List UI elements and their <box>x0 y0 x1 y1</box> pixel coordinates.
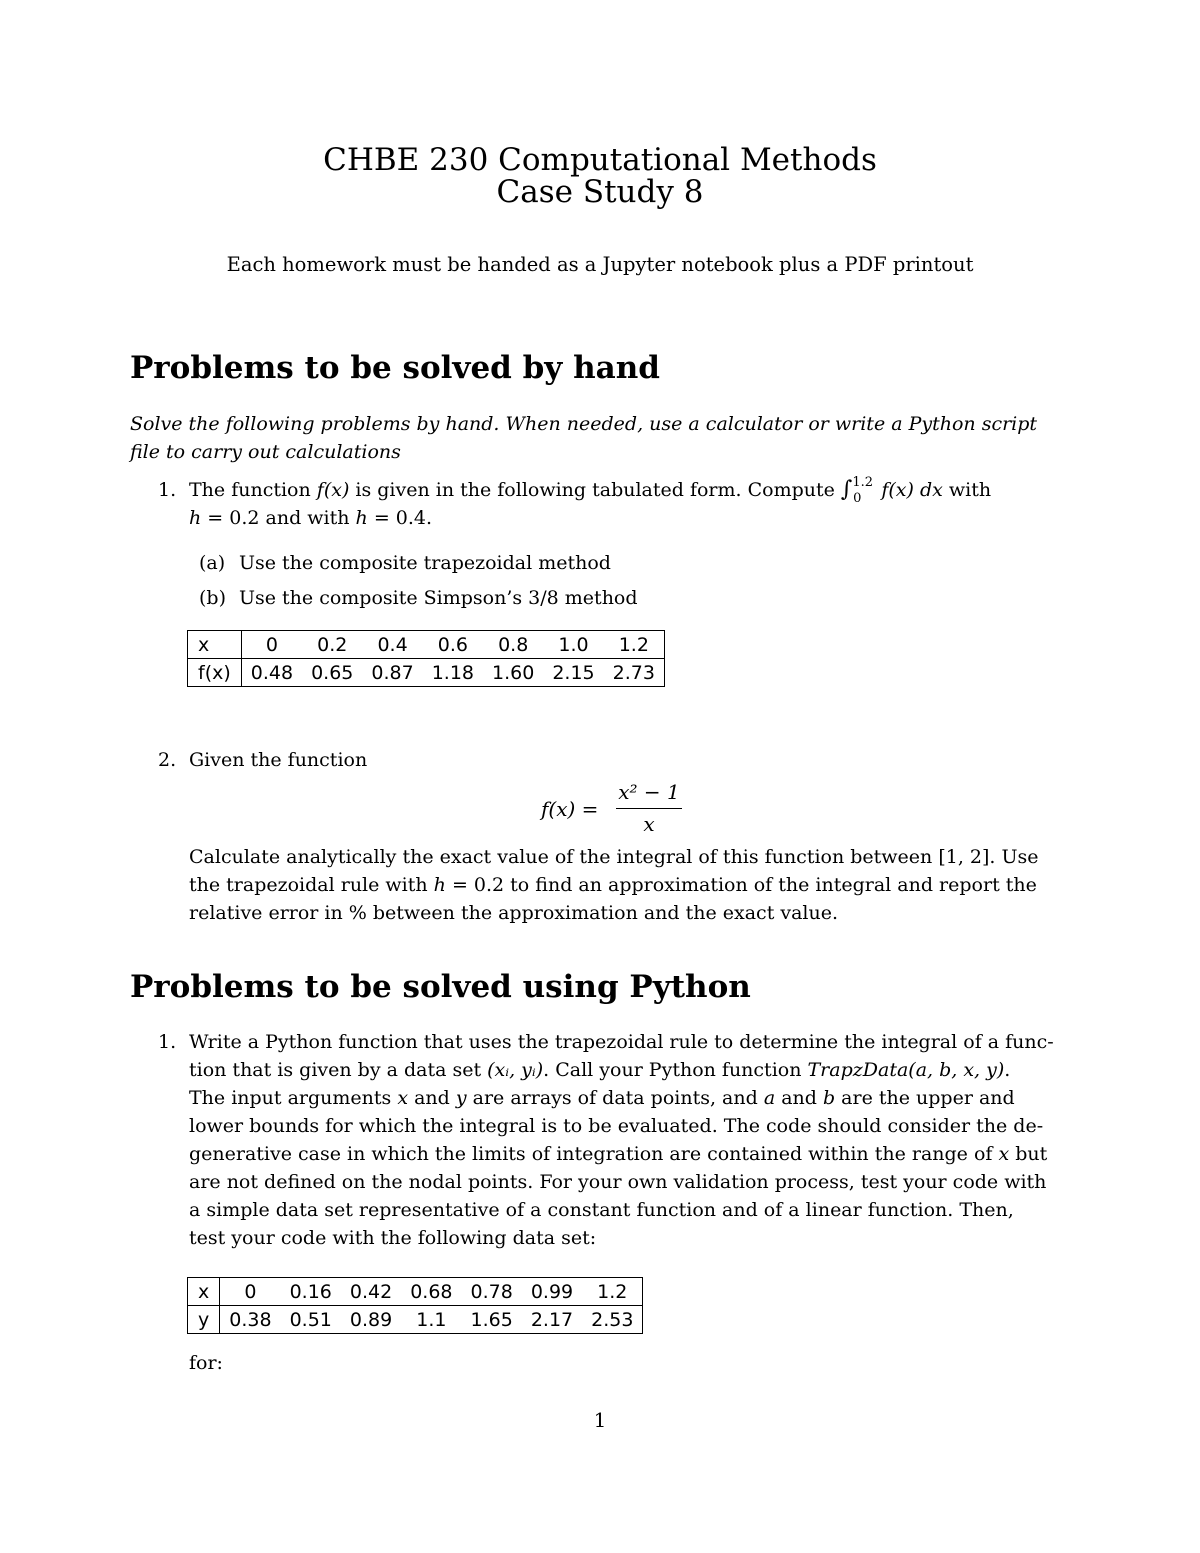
for-label: for: <box>189 1352 223 1374</box>
problem-1-line1: The function f(x) is given in the following tabulated form. Compute ∫$^{1.2}_0$ f(x) dx with <box>189 475 992 506</box>
python-problem-line2: tion that is given by a data set (xᵢ, yᵢ). Call your Python function TrapzData(a, b, x, y). <box>189 1059 1011 1081</box>
table-cell: 1.1 <box>401 1306 461 1334</box>
table-cell: 1.2 <box>604 631 665 659</box>
problem-number: 1. <box>158 1031 177 1053</box>
table-row-label: f(x) <box>188 659 242 687</box>
integrand: f(x) dx <box>881 479 943 501</box>
table-cell: 0.2 <box>302 631 362 659</box>
table-row <box>188 631 665 659</box>
table-cell: 0.99 <box>522 1278 582 1306</box>
table-cell: 0.51 <box>281 1306 341 1334</box>
table-cell: 0.65 <box>302 659 362 687</box>
item-b-text: Use the composite Simpson’s 3/8 method <box>239 587 638 609</box>
problem-2-line3: relative error in % between the approximation and the exact value. <box>189 902 839 924</box>
python-problem-line3: The input arguments x and y are arrays of data points, and a and b are the upper and <box>189 1087 1015 1109</box>
table-cell: 1.0 <box>543 631 603 659</box>
section-heading-hand: Problems to be solved by hand <box>130 350 660 386</box>
integral-sign: ∫ <box>840 477 853 502</box>
math-fx: f(x) <box>316 479 350 501</box>
submission-instructions: Each homework must be handed as a Jupyter notebook plus a PDF printout <box>226 253 974 276</box>
table-cell: 0.8 <box>483 631 543 659</box>
data-table-fx <box>187 630 665 687</box>
section-intro-line2: file to carry out calculations <box>130 441 401 463</box>
table-row-label: x <box>188 1278 220 1306</box>
document-subtitle: Case Study 8 <box>496 174 704 210</box>
python-problem-line7: a simple data set representative of a constant function and of a linear function. Then, <box>189 1199 1014 1221</box>
python-problem-line6: are not defined on the nodal points. For your own validation process, test your code with <box>189 1171 1047 1193</box>
problem-1-line2: h = 0.2 and with h = 0.4. <box>189 507 433 529</box>
fraction-bar <box>616 808 682 809</box>
table-cell: 1.60 <box>483 659 543 687</box>
table-cell: 0.87 <box>362 659 422 687</box>
item-b-label: (b) <box>199 587 226 609</box>
document-title: CHBE 230 Computational Methods <box>323 142 877 178</box>
python-problem-line5: generative case in which the limits of integration are contained within the range of x but <box>189 1143 1048 1165</box>
page-number: 1 <box>593 1408 607 1432</box>
python-problem-line4: lower bounds for which the integral is to be evaluated. The code should consider the de- <box>189 1115 1044 1137</box>
equation-lhs: f(x) = <box>541 797 599 821</box>
table-row <box>188 659 665 687</box>
problem-2-line1: Calculate analytically the exact value of the integral of this function between [1, 2]. Use <box>189 846 1039 868</box>
python-problem-line1: Write a Python function that uses the trapezoidal rule to determine the integral of a func- <box>189 1031 1054 1053</box>
table-cell: 1.65 <box>462 1306 522 1334</box>
section-intro-line1: Solve the following problems by hand. When needed, use a calculator or write a Python script <box>130 413 1038 435</box>
item-a-label: (a) <box>199 552 226 574</box>
section-heading-python: Problems to be solved using Python <box>130 969 751 1005</box>
table-cell: 0.6 <box>423 631 483 659</box>
table-row <box>188 1278 643 1306</box>
table-cell: 0.89 <box>341 1306 401 1334</box>
table-row-label: x <box>188 631 242 659</box>
table-cell: 0.78 <box>462 1278 522 1306</box>
table-cell: 0.4 <box>362 631 422 659</box>
problem-2-intro: Given the function <box>189 749 368 771</box>
python-problem-line8: test your code with the following data set: <box>189 1227 597 1249</box>
table-row <box>188 1306 643 1334</box>
table-cell: 0.42 <box>341 1278 401 1306</box>
table-cell: 0 <box>241 631 302 659</box>
table-cell: 2.73 <box>604 659 665 687</box>
equation-numerator: x² − 1 <box>618 780 680 804</box>
table-cell: 0.16 <box>281 1278 341 1306</box>
table-cell: 0.48 <box>241 659 302 687</box>
integral-lower: 0 <box>853 491 862 506</box>
table-cell: 2.15 <box>543 659 603 687</box>
item-a-text: Use the composite trapezoidal method <box>239 552 611 574</box>
table-cell: 0.68 <box>401 1278 461 1306</box>
table-row-label: y <box>188 1306 220 1334</box>
table-cell: 0 <box>220 1278 281 1306</box>
data-table-xy <box>187 1277 643 1334</box>
integral-upper: 1.2 <box>852 475 874 490</box>
equation-denominator: x <box>643 812 655 836</box>
table-cell: 2.17 <box>522 1306 582 1334</box>
table-cell: 2.53 <box>582 1306 643 1334</box>
table-cell: 1.2 <box>582 1278 643 1306</box>
problem-number: 1. <box>158 479 177 501</box>
problem-number: 2. <box>158 749 177 771</box>
problem-2-line2: the trapezoidal rule with h = 0.2 to find an approximation of the integral and report the <box>189 874 1037 896</box>
table-cell: 0.38 <box>220 1306 281 1334</box>
table-cell: 1.18 <box>423 659 483 687</box>
